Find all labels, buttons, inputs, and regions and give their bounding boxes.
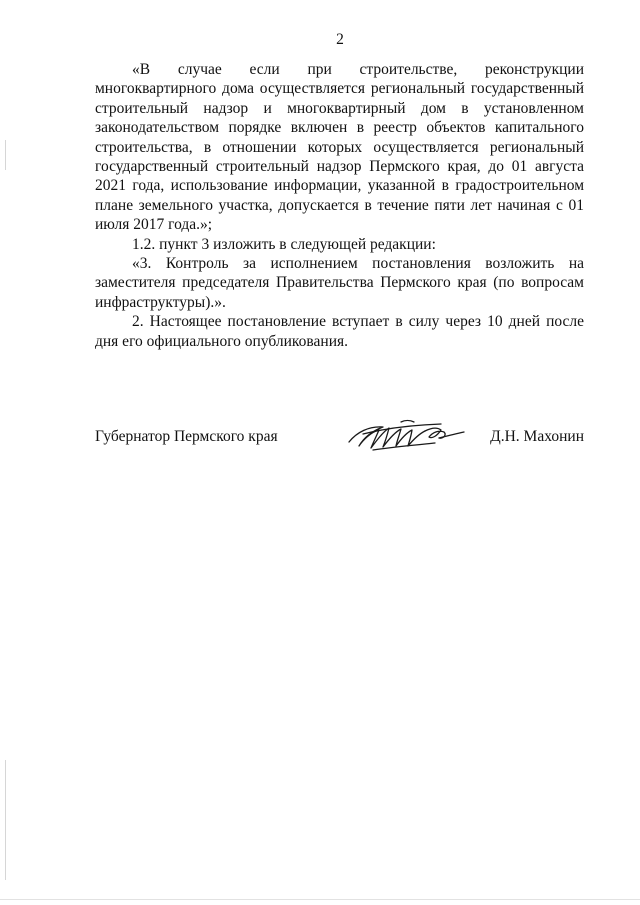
handwritten-signature [343, 410, 468, 460]
paragraph-amendment-quote: «В случае если при строительстве, реконструкции многоквартирного дома осуществляется региональный государственный строительный надзор и многоквартирный дом в установленном законодательством порядке включен в реестр объектов капитального строительства, в отношении которых осуществляется региональный государственный строительный надзор Пермского края, до 01 августа 2021 года, использование информации, указанной в градостроительном плане земельного участка, допускается в течение пяти лет начиная с 01 июля 2017 года.»; [95, 61, 584, 234]
page-number: 2 [336, 31, 344, 48]
signature-block [95, 428, 584, 458]
paragraph-control-clause: «3. Контроль за исполнением постановления возложить на заместителя председателя Правительства Пермского края (по вопросам инфраструктуры).». [95, 255, 584, 311]
scan-margin-mark [5, 140, 6, 170]
signatory-name: Д.Н. Махонин [490, 428, 584, 445]
paragraph-effective-date: 2. Настоящее постановление вступает в силу через 10 дней после дня его официального опубликования. [95, 313, 584, 350]
paragraph-item-1-2: 1.2. пункт 3 изложить в следующей редакции: [132, 235, 436, 253]
scan-margin-mark [5, 760, 6, 880]
scan-bottom-edge [0, 899, 640, 900]
document-body [95, 60, 584, 351]
signatory-title: Губернатор Пермского края [95, 428, 278, 445]
